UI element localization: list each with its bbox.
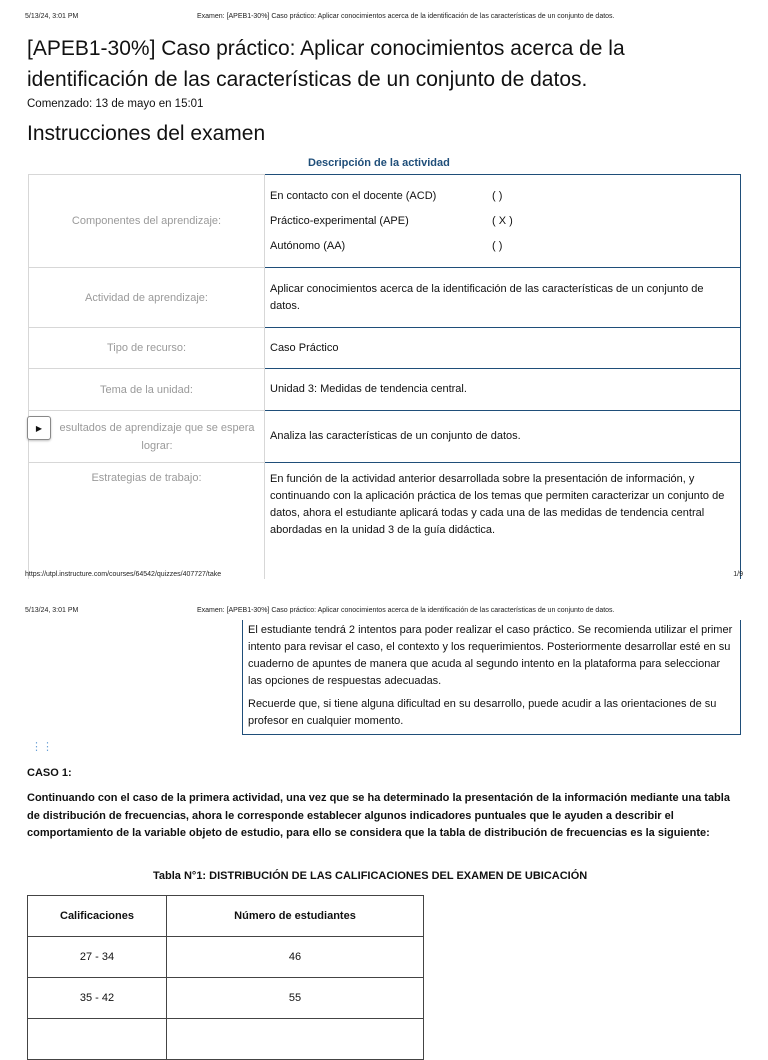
print-datetime: 5/13/24, 3:01 PM — [25, 13, 79, 20]
strategies-paragraph-2: El estudiante tendrá 2 intentos para poder realizar el caso práctico. Se recomienda utilizar el primer intento para revisar el caso, el contexto y los requerimientos. Posteriormente desarrollar esté en su cuaderno de apuntes de manera que acuda al segundo intento en la plataforma para seleccionar las opciones de respuestas adecuadas. — [248, 624, 733, 687]
components-label: Componentes del aprendizaje: — [29, 175, 265, 268]
strategies-label: Estrategias de trabajo: — [29, 463, 265, 579]
instructions-heading: Instrucciones del examen — [27, 122, 266, 145]
results-row — [29, 411, 741, 463]
table-row — [28, 937, 424, 978]
expand-toggle-button[interactable] — [27, 416, 51, 440]
results-value: Analiza las características de un conjunto de datos. — [265, 411, 741, 463]
case-heading: CASO 1: — [27, 767, 72, 779]
print-doc-title: Examen: [APEB1-30%] Caso práctico: Aplicar conocimientos acerca de la identificación de las características de un conjunto de datos. — [197, 13, 615, 20]
quiz-title: [APEB1-30%] Caso práctico: Aplicar conocimientos acerca de la identificación de las características de un conjunto de datos. — [27, 37, 625, 91]
activity-row — [29, 268, 741, 328]
component-acd: En contacto con el docente (ACD) ( ) — [270, 189, 503, 202]
play-icon: ▶ — [35, 423, 43, 433]
table-row — [28, 1019, 424, 1060]
frequency-table — [27, 895, 424, 1060]
resource-row — [29, 328, 741, 369]
table-cell: 35 - 42 — [28, 978, 167, 1019]
frequency-table-caption: Tabla N°1: DISTRIBUCIÓN DE LAS CALIFICACIONES DEL EXAMEN DE UBICACIÓN — [153, 870, 588, 882]
activity-table — [28, 174, 741, 579]
results-label: esultados de aprendizaje que se espera lograr: — [29, 411, 265, 463]
frequency-table-header — [28, 896, 424, 937]
case-paragraph: Continuando con el caso de la primera actividad, una vez que se ha determinado la presentación de la información mediante una tabla de distribución de frecuencias, ahora le corresponde establecer algunos indicadores puntuales que le ayuden a describir el comportamiento de la variable objeto de estudio, para ello se considera que la tabla de distribución de frecuencias es la siguiente: — [27, 792, 730, 839]
table-cell — [167, 1019, 424, 1060]
print-page-number: 1/9 — [733, 571, 743, 578]
table-row — [28, 978, 424, 1019]
resource-label: Tipo de recurso: — [29, 328, 265, 369]
strategies-paragraph-3: Recuerde que, si tiene alguna dificultad en su desarrollo, puede acudir a las orientaciones de su profesor en cualquier momento. — [248, 698, 717, 727]
strategies-value: En función de la actividad anterior desarrollada sobre la presentación de información, y continuando con la aplicación práctica de los temas que permiten caracterizar un conjunto de datos, ahora el estudiante aplicará todas y cada una de las medidas de tendencia central abordadas en la unidad 3 de la guía didáctica. — [265, 463, 741, 579]
unit-row — [29, 369, 741, 411]
strategies-continued-cell — [243, 620, 741, 735]
started-time: Comenzado: 13 de mayo en 15:01 — [27, 98, 204, 110]
components-cell — [265, 175, 741, 268]
table-cell: 27 - 34 — [28, 937, 167, 978]
table-cell: 46 — [167, 937, 424, 978]
activity-value: Aplicar conocimientos acerca de la identificación de las características de un conjunto de datos. — [265, 268, 741, 328]
components-row — [29, 175, 741, 268]
strategies-row — [29, 463, 741, 579]
table-cell: 55 — [167, 978, 424, 1019]
print-datetime-2: 5/13/24, 3:01 PM — [25, 607, 79, 614]
column-header-calificaciones: Calificaciones — [28, 896, 167, 937]
resource-value: Caso Práctico — [265, 328, 741, 369]
activity-table-continued — [28, 620, 741, 735]
unit-label: Tema de la unidad: — [29, 369, 265, 411]
unit-value: Unidad 3: Medidas de tendencia central. — [265, 369, 741, 411]
component-aa: Autónomo (AA) ( ) — [270, 239, 503, 252]
table-cell — [28, 1019, 167, 1060]
print-url: https://utpl.instructure.com/courses/64542/quizzes/407727/take — [25, 571, 222, 578]
print-doc-title-2: Examen: [APEB1-30%] Caso práctico: Aplicar conocimientos acerca de la identificación de las características de un conjunto de datos. — [197, 607, 615, 614]
activity-label: Actividad de aprendizaje: — [29, 268, 265, 328]
drag-handle-icon[interactable]: ⋮⋮ — [31, 741, 53, 753]
column-header-estudiantes: Número de estudiantes — [167, 896, 424, 937]
component-ape: Práctico-experimental (APE) ( X ) — [270, 214, 513, 227]
